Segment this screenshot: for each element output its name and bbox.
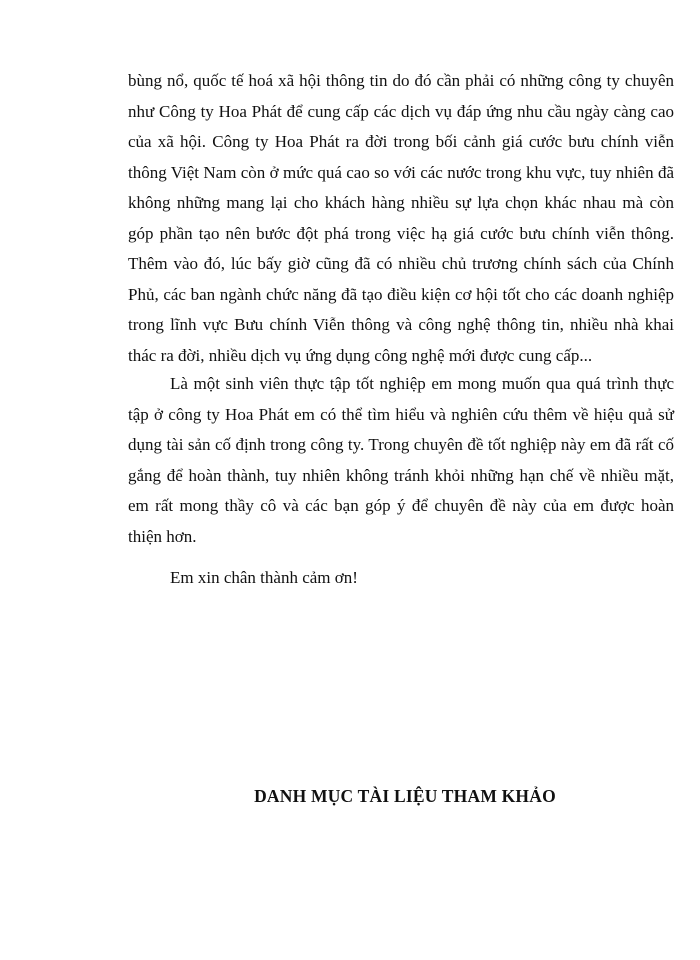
references-heading: DANH MỤC TÀI LIỆU THAM KHẢO xyxy=(254,786,556,806)
paragraph-company-context: bùng nổ, quốc tế hoá xã hội thông tin do đó cần phải có những công ty chuyên như Công ty Hoa Phát để cung cấp các dịch vụ đáp ứng nhu cầu ngày càng cao của xã hội. Công ty Hoa Phát ra đời trong bối cảnh giá cước bưu chính viễn thông Việt Nam còn ở mức quá cao so với các nước trong khu vực, tuy nhiên đã không những mang lại cho khách hàng nhiều sự lựa chọn khác nhau mà còn góp phần tạo nên bước đột phá trong việc hạ giá cước bưu chính viễn thông. Thêm vào đó, lúc bấy giờ cũng đã có nhiều chủ trương chính sách của Chính Phủ, các ban ngành chức năng đã tạo điều kiện cơ hội tốt cho các doanh nghiệp trong lĩnh vực Bưu chính Viễn thông và công nghệ thông tin, nhiều nhà khai thác ra đời, nhiều dịch vụ ứng dụng công nghệ mới được cung cấp... xyxy=(128,71,674,365)
paragraph-thanks: Em xin chân thành cảm ơn! xyxy=(170,568,358,587)
paragraph-internship-purpose: Là một sinh viên thực tập tốt nghiệp em mong muốn qua quá trình thực tập ở công ty Hoa Phát em có thể tìm hiểu và nghiên cứu thêm về hiệu quả sử dụng tài sản cố định trong công ty. Trong chuyên đề tốt nghiệp này em đã rất cố gắng để hoàn thành, tuy nhiên không tránh khỏi những hạn chế về nhiều mặt, em rất mong thầy cô và các bạn góp ý để chuyên đề này của em được hoàn thiện hơn. xyxy=(128,374,674,546)
